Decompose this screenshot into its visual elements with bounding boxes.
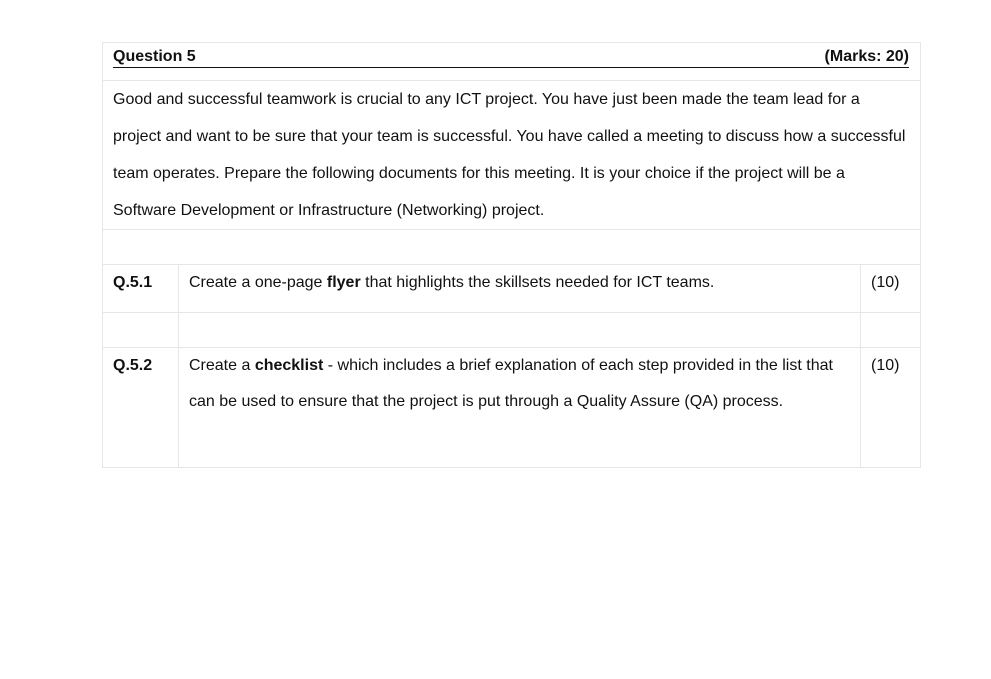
- question-title: Question 5: [113, 48, 196, 65]
- subquestion-label: Q.5.1: [103, 265, 179, 313]
- subquestion-text-after: that highlights the skillsets needed for ICT teams.: [360, 274, 715, 291]
- spacer-cell: [179, 313, 861, 348]
- question-intro: Good and successful teamwork is crucial to any ICT project. You have just been made the team lead for a project and want to be sure that your team is successful. You have called a meeting to discuss how a successful team operates. Prepare the following documents for this meeting. It is your choice if the project will be a Software Development or Infrastructure (Networking) project.: [113, 91, 906, 219]
- question-intro-cell: [103, 81, 921, 230]
- spacer-cell: [861, 313, 921, 348]
- question-marks: (Marks: 20): [824, 48, 910, 65]
- question-header: [103, 43, 921, 81]
- subquestion-text: [179, 265, 861, 313]
- question-table: [102, 42, 921, 468]
- subquestion-text-before: Create a: [189, 357, 255, 374]
- subquestion-text: [179, 348, 861, 468]
- subquestion-keyword: flyer: [326, 274, 361, 291]
- subquestion-label: Q.5.2: [103, 348, 179, 468]
- subquestion-marks: (10): [861, 348, 921, 468]
- subquestion-text-before: Create a one-page: [189, 274, 327, 291]
- spacer-row: [103, 230, 921, 265]
- subquestion-marks: (10): [861, 265, 921, 313]
- spacer-cell: [103, 313, 179, 348]
- subquestion-text-after: - which includes a brief explanation of each step provided in the list that can be used to ensure that the project is put through a Quality Assure (QA) process.: [189, 357, 833, 410]
- subquestion-keyword: checklist: [254, 357, 324, 374]
